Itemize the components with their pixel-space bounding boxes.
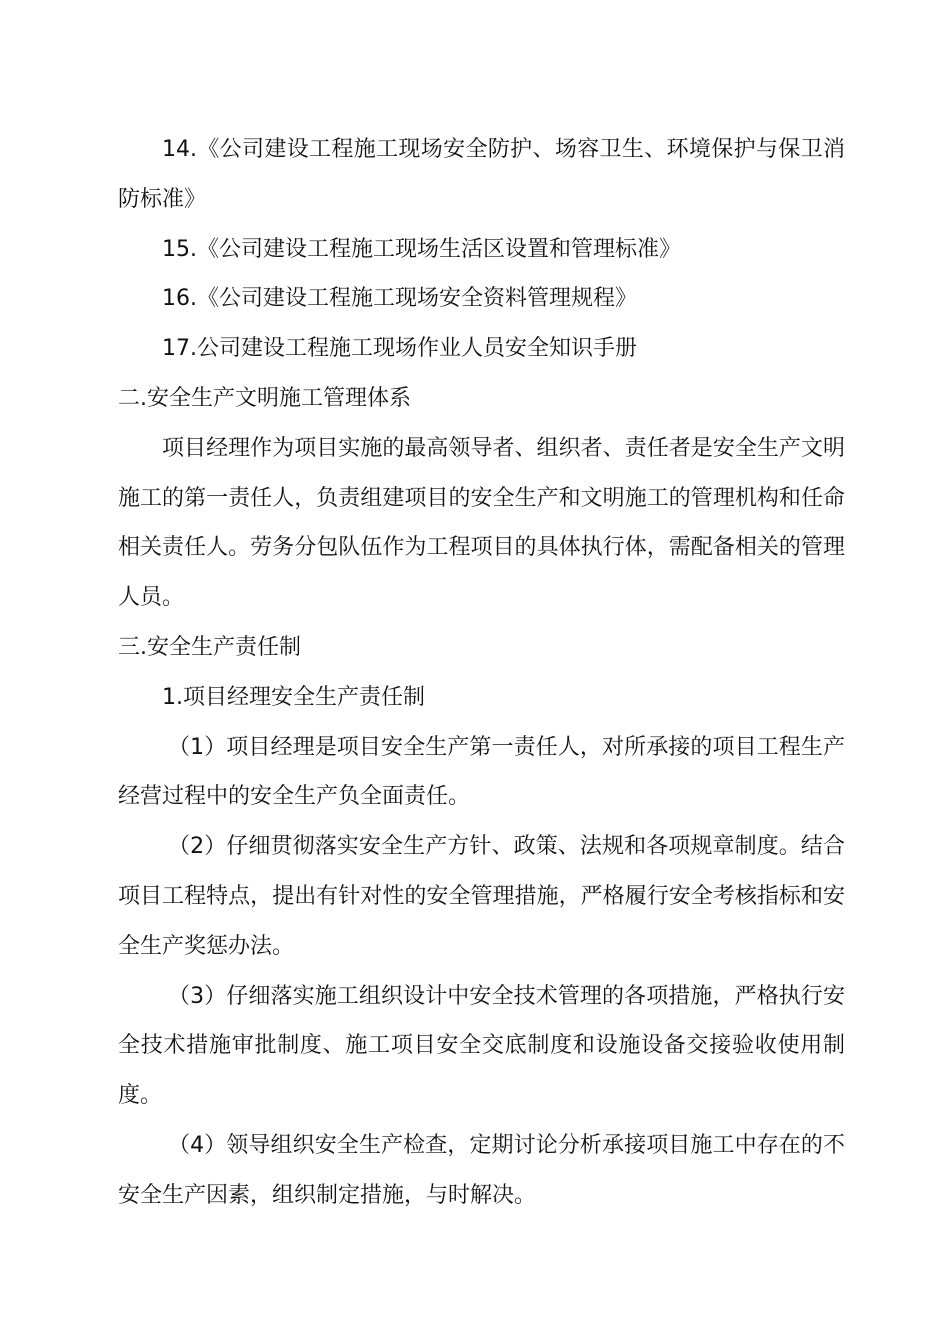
manager-paragraph: 项目经理作为项目实施的最高领导者、组织者、责任者是安全生产文明施工的第一责任人，负责组建项目的安全生产和文明施工的管理机构和任命相关责任人。劳务分包队伍作为工程项目的具体执行体，需配备相关的管理人员。: [118, 435, 845, 611]
duty-item-2: （2）仔细贯彻落实安全生产方针、政策、法规和各项规章制度。结合项目工程特点，提出有针对性的安全管理措施，严格履行安全考核指标和安全生产奖惩办法。: [118, 834, 845, 959]
list-item-17: 17.公司建设工程施工现场作业人员安全知识手册: [162, 336, 637, 362]
subsection-heading-1: 1.项目经理安全生产责任制: [162, 684, 425, 710]
section-heading-2: 二.安全生产文明施工管理体系: [118, 385, 411, 411]
document-body: [118, 125, 845, 1221]
section-heading-3: 三.安全生产责任制: [118, 634, 301, 660]
list-item-14: 14.《公司建设工程施工现场安全防护、场容卫生、环境保护与保卫消防标准》: [118, 137, 845, 212]
duty-item-4: （4）领导组织安全生产检查，定期讨论分析承接项目施工中存在的不安全生产因素，组织制定措施，与时解决。: [118, 1132, 845, 1208]
duty-item-1: （1）项目经理是项目安全生产第一责任人，对所承接的项目工程生产经营过程中的安全生产负全面责任。: [118, 734, 845, 810]
duty-item-3: （3）仔细落实施工组织设计中安全技术管理的各项措施，严格执行安全技术措施审批制度、施工项目安全交底制度和设施设备交接验收使用制度。: [118, 983, 845, 1109]
list-item-15: 15.《公司建设工程施工现场生活区设置和管理标准》: [162, 236, 681, 262]
list-item-16: 16.《公司建设工程施工现场安全资料管理规程》: [162, 286, 637, 312]
